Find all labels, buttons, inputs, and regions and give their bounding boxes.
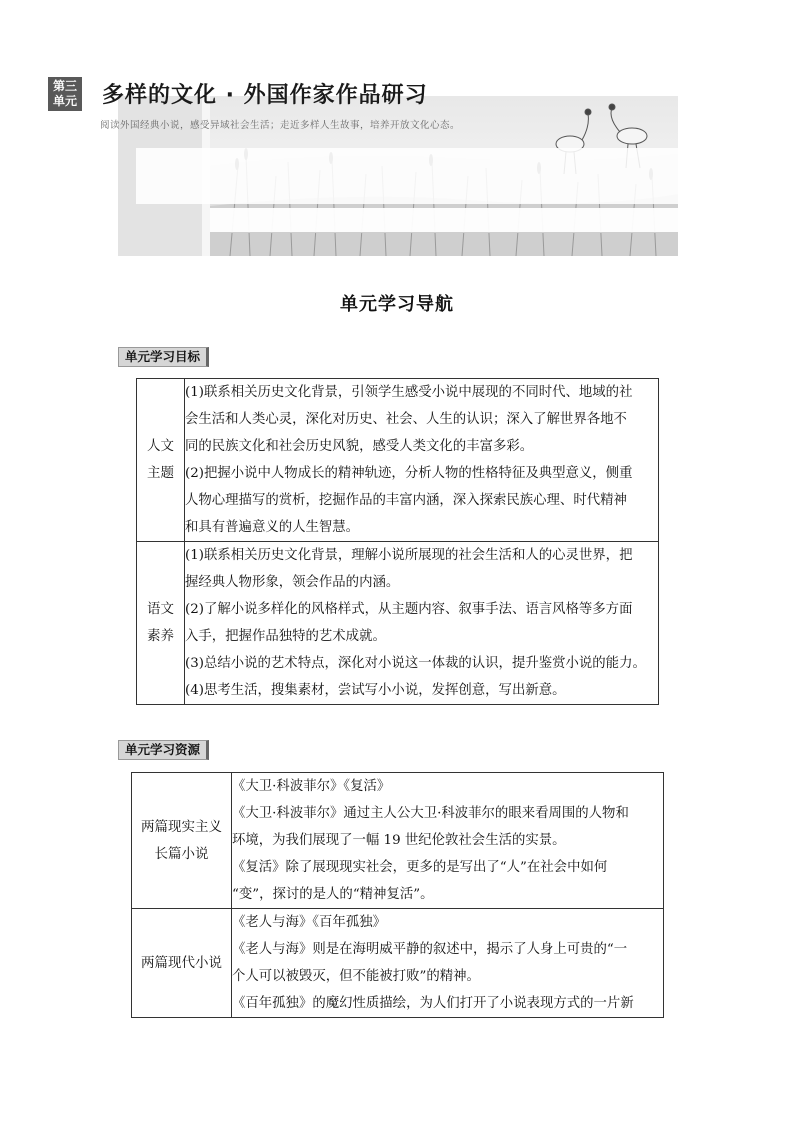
row-label-humanities: [137, 379, 185, 542]
row-content-realist-novels: [232, 773, 664, 909]
content-line: 环境，为我们展现了一幅 19 世纪伦敦社会生活的实景。: [232, 833, 566, 848]
content-line: (4)思考生活，搜集素材，尝试写小小说，发挥创意，写出新意。: [185, 683, 566, 698]
section-tag-resources: 单元学习资源: [118, 740, 209, 760]
content-line: 《复活》除了展现现实社会，更多的是写出了“人”在社会中如何: [232, 860, 608, 875]
row-label-realist-novels: [132, 773, 232, 909]
content-line: 《老人与海》《百年孤独》: [232, 915, 386, 930]
label-line: 主题: [147, 465, 174, 481]
content-line: (1)联系相关历史文化背景，理解小说所展现的社会生活和人的心灵世界，把: [185, 548, 633, 563]
table-row: [132, 909, 664, 1018]
row-label-modern-novels: [132, 909, 232, 1018]
content-line: 《大卫·科波菲尔》《复活》: [232, 779, 391, 794]
row-content-modern-novels: [232, 909, 664, 1018]
content-line: “变”，探讨的是人的“精神复活”。: [232, 887, 434, 902]
table-row: [137, 542, 659, 705]
page-title: 单元学习导航: [340, 294, 454, 315]
unit-subtitle: 阅读外国经典小说，感受异域社会生活；走近多样人生故事，培养开放文化心态。: [100, 120, 461, 131]
content-line: (1)联系相关历史文化背景，引领学生感受小说中展现的不同时代、地域的社: [185, 385, 633, 400]
label-line: 语文: [147, 601, 174, 617]
row-label-literacy: [137, 542, 185, 705]
banner-title-strip: [136, 148, 678, 204]
content-line: 握经典人物形象，领会作品的内涵。: [185, 575, 400, 590]
unit-badge-number: 第三: [52, 79, 77, 93]
content-line: 《大卫·科波菲尔》通过主人公大卫·科波菲尔的眼来看周围的人物和: [232, 806, 629, 821]
table-row: [132, 773, 664, 909]
row-content-humanities: [185, 379, 659, 542]
section-tag-goals: 单元学习目标: [118, 347, 209, 367]
table-row: [137, 379, 659, 542]
banner-subtitle-strip: [210, 208, 678, 233]
content-line: 人物心理描写的赏析，挖掘作品的丰富内涵，深入探索民族心理、时代精神: [185, 493, 627, 508]
label-line: 长篇小说: [154, 845, 209, 862]
content-line: 和具有普遍意义的人生智慧。: [185, 520, 360, 535]
label-line: 人文: [147, 438, 174, 454]
label-line: 两篇现代小说: [141, 954, 222, 971]
content-line: (2)了解小说多样化的风格样式，从主题内容、叙事手法、语言风格等多方面: [185, 602, 633, 617]
content-line: 个人可以被毁灭，但不能被打败”的精神。: [232, 969, 480, 984]
content-line: 同的民族文化和社会历史风貌，感受人类文化的丰富多彩。: [185, 439, 534, 454]
content-line: (2)把握小说中人物成长的精神轨迹，分析人物的性格特征及典型意义，侧重: [185, 466, 633, 481]
content-line: 《老人与海》则是在海明威平静的叙述中，揭示了人身上可贵的“一: [232, 942, 628, 957]
resources-table: [131, 772, 664, 1018]
unit-badge-word: 单元: [52, 94, 77, 108]
goals-table: [136, 378, 659, 705]
unit-title: 多样的文化 · 外国作家作品研习: [102, 83, 428, 108]
content-line: 入手，把握作品独特的艺术成就。: [185, 629, 386, 644]
label-line: 素养: [147, 628, 174, 644]
row-content-literacy: [185, 542, 659, 705]
content-line: (3)总结小说的艺术特点，深化对小说这一体裁的认识，提升鉴赏小说的能力。: [185, 656, 646, 671]
content-line: 会生活和人类心灵，深化对历史、社会、人生的认识；深入了解世界各地不: [185, 412, 627, 427]
content-line: 《百年孤独》的魔幻性质描绘，为人们打开了小说表现方式的一片新: [232, 996, 634, 1011]
label-line: 两篇现实主义: [141, 818, 222, 835]
unit-badge: [48, 77, 82, 111]
